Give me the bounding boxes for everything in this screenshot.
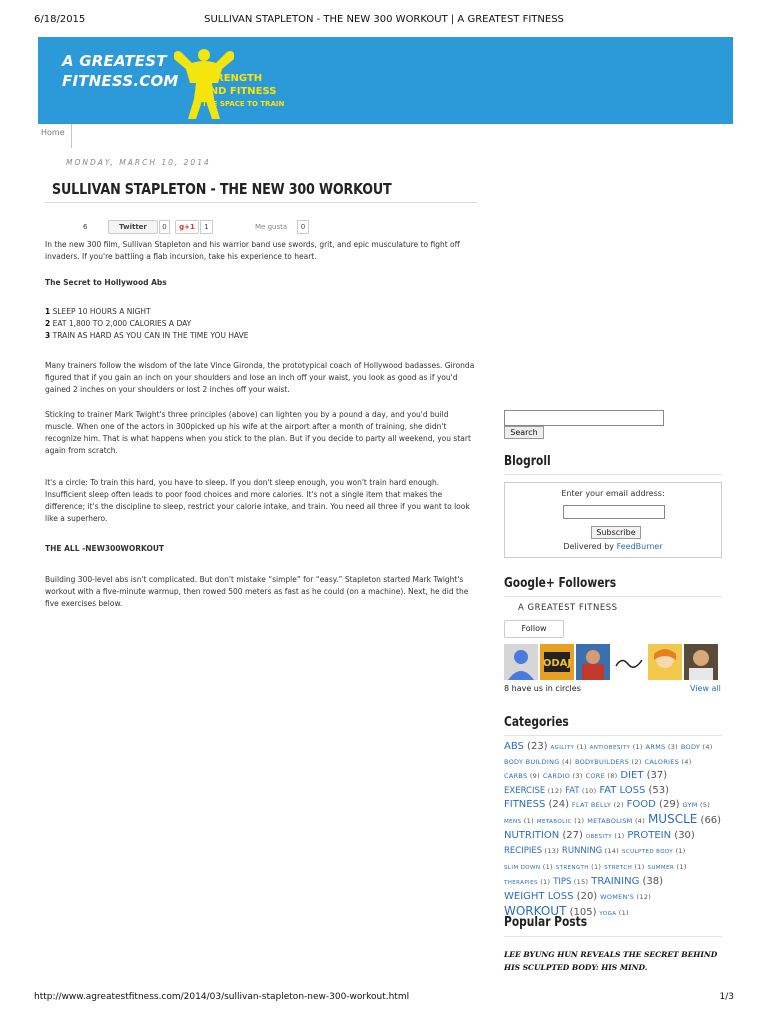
category-link[interactable]: FAT (10) [565, 785, 597, 796]
article-paragraph: Many trainers follow the wisdom of the late Vince Gironda, the prototypical coach of Hollywood badasses. Gironda figured that if you gain an inch on your shoulders and lose an inch off your waist, you look as good as if you'd gained 2 inches on your shoulders or lost 2 inches off your waist. [45, 361, 475, 394]
nav-bar [38, 124, 72, 148]
category-link[interactable]: STRENGTH (1) [555, 862, 602, 871]
category-link[interactable]: GYM (5) [682, 800, 711, 809]
logo-line2: FITNESS.COM [62, 72, 179, 90]
category-link[interactable]: WOMEN'S (12) [600, 893, 652, 902]
category-cloud [504, 740, 724, 921]
site-logo[interactable] [62, 51, 179, 91]
category-link[interactable]: AGILITY (1) [550, 743, 587, 751]
category-link[interactable]: FLAT BELLY (2) [571, 800, 624, 809]
email-label: Enter your email address: [561, 489, 665, 498]
category-link[interactable]: RUNNING (14) [561, 846, 620, 857]
banner-subtagline: THE SPACE TO TRAIN [202, 100, 285, 108]
twitter-button[interactable]: Twitter [108, 220, 158, 234]
category-link[interactable]: METABOLISM (4) [587, 817, 646, 826]
delivered-by: Delivered by FeedBurner [563, 542, 663, 551]
step-item: 2 EAT 1,800 TO 2,000 CALORIES A DAY [45, 319, 192, 328]
category-link[interactable]: YOGA (1) [599, 909, 629, 918]
follower-avatar[interactable] [540, 644, 574, 680]
category-link[interactable]: CARDIO (3) [542, 772, 583, 781]
print-url: http://www.agreatestfitness.com/2014/03/sullivan-stapleton-new-300-workout.html [34, 992, 410, 1002]
category-link[interactable]: OBESITY (1) [585, 832, 625, 841]
google-plus-one-button[interactable]: g+1 [175, 220, 199, 234]
step-item: 3 TRAIN AS HARD AS YOU CAN IN THE TIME YOU HAVE [45, 331, 249, 340]
category-link[interactable]: CALORIES (4) [644, 758, 692, 767]
site-banner[interactable] [38, 37, 733, 124]
step-item: 1 SLEEP 10 HOURS A NIGHT [45, 307, 151, 316]
steps-list [45, 306, 248, 342]
feedburner-link[interactable]: FeedBurner [616, 542, 663, 551]
nav-home-link[interactable]: Home [41, 128, 65, 137]
section-divider [504, 474, 722, 475]
category-link[interactable]: MUSCLE (66) [647, 812, 722, 827]
email-field[interactable] [563, 505, 665, 519]
follower-avatar[interactable] [684, 644, 718, 680]
article-intro: In the new 300 film, Sullivan Stapleton and his warrior band use swords, grit, and epic musculature to fight off invaders. If you're battling a flab incursion, take his experience to heart. [45, 240, 460, 261]
email-subscribe-box [504, 482, 722, 558]
facebook-share-count: 6 [83, 223, 88, 231]
category-link[interactable]: BODYBUILDERS (2) [574, 758, 642, 767]
category-link[interactable]: TRAINING (38) [591, 875, 664, 887]
search-input[interactable] [504, 410, 664, 426]
logo-line1: A GREATEST [62, 52, 167, 70]
follower-avatar[interactable] [612, 644, 646, 680]
like-count: 0 [297, 220, 309, 234]
category-link[interactable]: WORKOUT (105) [504, 904, 597, 919]
category-link[interactable]: FITNESS (24) [504, 798, 570, 810]
category-link[interactable]: MENS (1) [504, 817, 534, 826]
search-button[interactable]: Search [504, 426, 544, 439]
categories-heading: Categories [504, 715, 569, 730]
article-heading-workout: THE ALL -NEW300WORKOUT [45, 544, 165, 553]
category-link[interactable]: ARMS (3) [645, 743, 679, 751]
article-paragraph: Sticking to trainer Mark Twight's three principles (above) can lighten you by a pound a day, and you'd build muscle. When one of the actors in 300picked up his wife at the airport after a month of training, she didn't recognize him. That is what happens when you stick to the plan. But if you decide to party all weekend, you start again from scratch. [45, 410, 471, 455]
subscribe-button[interactable]: Subscribe [591, 526, 641, 539]
google-followers-heading: Google+ Followers [504, 576, 617, 591]
followers-page-name: A GREATEST FITNESS [518, 603, 618, 613]
section-divider [504, 936, 722, 937]
svg-text:ODAJ: ODAJ [542, 658, 572, 669]
article-heading-hollywood-abs: The Secret to Hollywood Abs [45, 278, 167, 287]
category-link[interactable]: FOOD (29) [626, 798, 680, 810]
section-divider [504, 735, 722, 736]
title-divider [45, 202, 477, 203]
follower-avatar[interactable] [576, 644, 610, 680]
popular-posts-heading: Popular Posts [504, 915, 588, 930]
category-link[interactable]: THERAPIES (1) [504, 877, 551, 886]
print-page-number: 1/3 [719, 992, 734, 1002]
section-divider [504, 596, 722, 597]
post-date: MONDAY, MARCH 10, 2014 [66, 158, 211, 167]
print-date: 6/18/2015 [34, 14, 86, 25]
category-link[interactable]: BODY BUILDING (4) [504, 758, 573, 767]
google-plus-icon: g [179, 223, 185, 231]
category-link[interactable]: CORE (8) [585, 772, 618, 781]
view-all-link[interactable]: View all [690, 684, 721, 693]
category-link[interactable]: SCULPTED BODY (1) [622, 847, 686, 856]
article-paragraph: It's a circle: To train this hard, you have to sleep. If you don't sleep enough, you won't train hard enough. Insufficient sleep often leads to poor food choices and more calories. It's not a single item that makes the difference; it's the discipline to sleep, restrict your calorie intake, and train. You need all three if you want to look like a superhero. [45, 478, 470, 523]
category-link[interactable]: DIET (37) [620, 770, 668, 782]
category-link[interactable]: SUMMER (1) [647, 862, 687, 871]
category-link[interactable]: STRETCH (1) [604, 862, 645, 871]
google-plus-count: 1 [200, 220, 213, 234]
popular-post-link[interactable]: LEE BYUNG HUN REVEALS THE SECRET BEHIND HIS SCULPTED BODY: HIS MIND. [504, 950, 718, 972]
twitter-count: 0 [159, 220, 170, 234]
category-link[interactable]: WEIGHT LOSS (20) [504, 891, 598, 903]
share-bar [45, 220, 477, 234]
category-link[interactable]: CARBS (9) [504, 772, 540, 781]
follower-avatar[interactable] [648, 644, 682, 680]
category-link[interactable]: TIPS (15) [553, 876, 589, 887]
category-link[interactable]: EXERCISE (12) [504, 785, 563, 796]
category-link[interactable]: PROTEIN (30) [627, 830, 695, 842]
follower-avatar[interactable] [504, 644, 538, 680]
category-link[interactable]: FAT LOSS (53) [599, 784, 670, 796]
blogroll-heading: Blogroll [504, 454, 551, 469]
like-button[interactable]: Me gusta [255, 223, 288, 231]
category-link[interactable]: BODY (4) [680, 743, 713, 751]
article-paragraph: Building 300-level abs isn't complicated. But don't mistake “simple” for “easy.” Stapleton started Mark Twight's workout with a five-minute warmup, then rowed 500 meters as fast as he could (on a machine). Next, he did the five exercises below. [45, 575, 469, 608]
category-link[interactable]: ANTIOBESITY (1) [589, 743, 643, 751]
banner-tagline: STRENGTH AND FITNESS [202, 73, 277, 97]
category-link[interactable]: NUTRITION (27) [504, 830, 583, 842]
follow-button[interactable]: Follow [504, 620, 564, 638]
post-title[interactable]: SULLIVAN STAPLETON - THE NEW 300 WORKOUT [52, 180, 392, 198]
category-link[interactable]: RECIPIES (13) [504, 846, 560, 857]
print-title: SULLIVAN STAPLETON - THE NEW 300 WORKOUT | A GREATEST FITNESS [204, 14, 564, 25]
category-link[interactable]: METABOLIC (1) [536, 817, 585, 826]
category-link[interactable]: SLIM DOWN (1) [504, 862, 553, 871]
in-circles-count: 8 have us in circles [504, 684, 581, 693]
category-link[interactable]: ABS (23) [504, 741, 548, 752]
